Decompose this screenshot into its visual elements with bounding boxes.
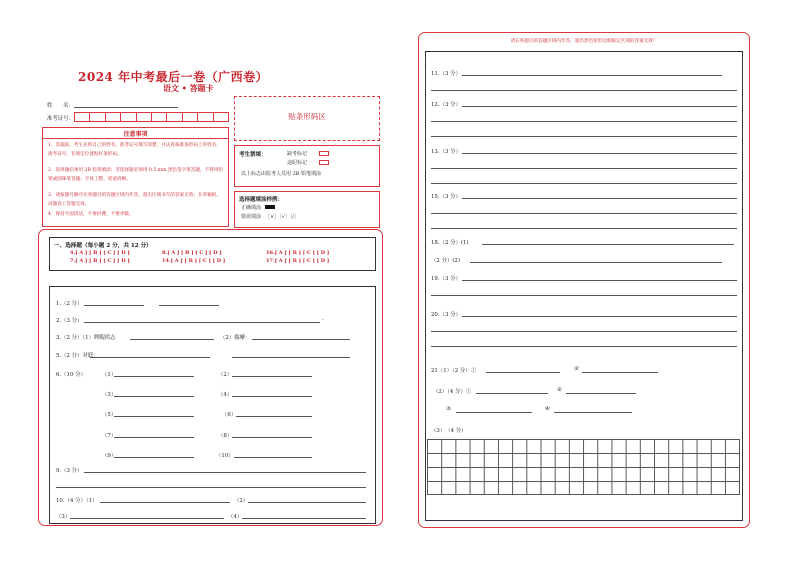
q3b-answer-line[interactable] bbox=[252, 339, 350, 340]
composition-grid[interactable] bbox=[427, 439, 740, 495]
q19-answer-line[interactable] bbox=[431, 295, 737, 296]
q10-answer-line[interactable] bbox=[100, 502, 230, 503]
q21-answer-line[interactable] bbox=[554, 412, 632, 413]
q1-answer-line[interactable] bbox=[159, 305, 219, 306]
q5-answer-line[interactable] bbox=[90, 357, 210, 358]
q21-1b-label: ② bbox=[574, 366, 579, 372]
q6-answer-line[interactable] bbox=[114, 437, 194, 438]
sheet-subtitle: 语文 • 答题卡 bbox=[163, 83, 214, 93]
q21-label: 21（1）（2 分）① bbox=[431, 368, 477, 374]
q2-end: . bbox=[322, 316, 324, 322]
wrong-label: 错误填涂 bbox=[241, 214, 262, 220]
q6-answer-line[interactable] bbox=[232, 437, 312, 438]
q10-answer-line[interactable] bbox=[70, 518, 224, 519]
id-grid[interactable] bbox=[74, 112, 229, 122]
q3b-label: （2）揣摩： bbox=[220, 335, 251, 341]
q19-label: 19.（3 分） bbox=[431, 276, 461, 282]
q20-answer-line[interactable] bbox=[431, 331, 737, 332]
wrong-marks: ［×］［√］［/］ bbox=[265, 214, 300, 220]
note-4: 4．保持卡面清洁，不要折叠、不要弄破。 bbox=[48, 212, 134, 217]
q10-4-label: （4） bbox=[228, 514, 243, 520]
q13-answer-line[interactable] bbox=[431, 183, 737, 184]
q21-answer-line[interactable] bbox=[476, 393, 548, 394]
name-field[interactable] bbox=[74, 107, 178, 108]
q6-answer-line[interactable] bbox=[114, 416, 194, 417]
q13-answer-line[interactable] bbox=[431, 168, 737, 169]
q20-answer-line[interactable] bbox=[431, 346, 737, 347]
q19-answer-line[interactable] bbox=[462, 280, 737, 281]
q21-4-label: ④ bbox=[545, 406, 550, 412]
q3-answer-line[interactable] bbox=[130, 339, 214, 340]
q10-3-label: （3） bbox=[56, 514, 71, 520]
q6-answer-line[interactable] bbox=[234, 457, 312, 458]
status-box bbox=[234, 145, 380, 187]
choice-item[interactable]: 4.[ A ] [ B ] [ C ] [ D ] bbox=[70, 250, 130, 256]
choice-title: 一、选择题（每小题 2 分，共 12 分） bbox=[54, 243, 152, 249]
correct-fill-mark bbox=[265, 205, 275, 209]
q6-part-label: （4） bbox=[218, 392, 233, 398]
q12-answer-line[interactable] bbox=[462, 106, 737, 107]
q10-label: 10.（4 分）（1） bbox=[56, 498, 98, 504]
q6-part-label: （8） bbox=[218, 433, 233, 439]
q6-part-label: （10） bbox=[216, 453, 234, 459]
q21-c-label: （3） （4 分） bbox=[431, 428, 467, 434]
q6-part-label: （7） bbox=[102, 433, 117, 439]
q6-answer-line[interactable] bbox=[232, 376, 312, 377]
barcode-area bbox=[234, 96, 380, 141]
sheet-title: 2024 年中考最后一卷（广西卷） bbox=[78, 70, 269, 84]
q11-answer-line[interactable] bbox=[462, 75, 722, 76]
q21-2b-label: ② bbox=[557, 387, 562, 393]
q5-label: 5.（2 分）对联： bbox=[56, 353, 99, 359]
choice-item[interactable]: 17.[ A ] [ B ] [ C ] [ D ] bbox=[266, 258, 330, 264]
answer-area-warning: 请在各题目的答题区域内作答，超出黑色矩形边框限定区域的答案无效！ bbox=[510, 39, 658, 44]
q6-part-label: （6） bbox=[222, 412, 237, 418]
choice-item[interactable]: 14.[ A ] [ B ] [ C ] [ D ] bbox=[162, 258, 226, 264]
q6-answer-line[interactable] bbox=[114, 376, 194, 377]
q13-answer-line[interactable] bbox=[462, 153, 737, 154]
correct-label: 正确填涂 bbox=[241, 205, 262, 211]
q9-answer-line[interactable] bbox=[84, 472, 366, 473]
q6-part-label: （1） bbox=[102, 372, 117, 378]
q2-label: 2.（3 分） bbox=[56, 318, 83, 324]
note-1: 1．答题前，考生先将自己的姓名、准考证号填写清楚，并认真核准条形码上的姓名、准考证号，在规定位置贴好条形码。 bbox=[48, 143, 221, 157]
name-label: 姓 名： bbox=[47, 103, 74, 109]
q9-answer-line[interactable] bbox=[56, 487, 366, 488]
q12-answer-line[interactable] bbox=[431, 136, 737, 137]
q6-answer-line[interactable] bbox=[114, 396, 194, 397]
q20-label: 20.（3 分） bbox=[431, 312, 461, 318]
q15-answer-line[interactable] bbox=[431, 228, 737, 229]
status-note: 以上标志由监考人员用 2B 铅笔填涂 bbox=[241, 171, 322, 177]
fill-sample-box bbox=[234, 191, 380, 228]
q12-answer-line[interactable] bbox=[431, 121, 737, 122]
q13-label: 13.（3 分） bbox=[431, 149, 461, 155]
id-label: 准考证号： bbox=[47, 116, 74, 122]
notes-title: 注意事项 bbox=[43, 129, 228, 139]
q6-part-label: （5） bbox=[102, 412, 117, 418]
absent-label: 缺考标记 bbox=[287, 151, 308, 157]
q20-answer-line[interactable] bbox=[462, 316, 737, 317]
q3-label: 3.（2 分）（1）睥睨鸿志 bbox=[56, 335, 116, 341]
q21-3-label: ③ bbox=[446, 406, 451, 412]
q21-answer-line[interactable] bbox=[582, 372, 658, 373]
note-3: 3．请按题号顺序在各题目的答题区域内作答，超出区域书写的答案无效；在草稿纸、试题卷上答题无效。 bbox=[48, 193, 221, 207]
q18-answer-line[interactable] bbox=[470, 262, 722, 263]
q1-label: 1.（2 分） bbox=[56, 301, 83, 307]
absent-checkbox[interactable] bbox=[319, 151, 329, 156]
q6-part-label: （2） bbox=[218, 372, 233, 378]
q10-2-label: （2） bbox=[234, 498, 249, 504]
q10-answer-line[interactable] bbox=[248, 502, 366, 503]
choice-item[interactable]: 8.[ A ] [ B ] [ C ] [ D ] bbox=[162, 250, 222, 256]
q12-label: 12.（3 分） bbox=[431, 102, 461, 108]
q11-answer-line[interactable] bbox=[431, 90, 737, 91]
q5-answer-line[interactable] bbox=[232, 357, 350, 358]
violation-checkbox[interactable] bbox=[319, 160, 329, 165]
choice-item[interactable]: 7.[ A ] [ B ] [ C ] [ D ] bbox=[70, 258, 130, 264]
q15-answer-line[interactable] bbox=[462, 198, 737, 199]
q10-answer-line[interactable] bbox=[242, 518, 366, 519]
status-title: 考生禁填： bbox=[239, 152, 267, 158]
notes-box bbox=[42, 127, 229, 227]
violation-label: 违纪标记 bbox=[287, 160, 308, 166]
q6-part-label: （9） bbox=[102, 453, 117, 459]
choice-item[interactable]: 16.[ A ] [ B ] [ C ] [ D ] bbox=[266, 250, 330, 256]
q21-answer-line[interactable] bbox=[486, 372, 560, 373]
q11-label: 11.（3 分） bbox=[431, 71, 461, 77]
q18b-label: （2 分）(2) bbox=[431, 258, 460, 264]
q18-answer-line[interactable] bbox=[482, 244, 734, 245]
q9-label: 9.（3 分） bbox=[56, 468, 83, 474]
q15-label: 15.（3 分） bbox=[431, 194, 461, 200]
note-2: 2．选择题必须用 2B 铅笔填涂；非选择题必须用 0.5 mm 黑色签字笔答题，不得用铅笔或圆珠笔答题；字体工整、笔迹清晰。 bbox=[48, 168, 223, 182]
choice-box bbox=[49, 237, 376, 271]
q15-answer-line[interactable] bbox=[431, 213, 737, 214]
barcode-label: 贴条形码区 bbox=[288, 112, 326, 121]
q6-answer-line[interactable] bbox=[236, 416, 312, 417]
q21-answer-line[interactable] bbox=[456, 412, 532, 413]
q1-answer-line[interactable] bbox=[84, 305, 144, 306]
q2-answer-line[interactable] bbox=[84, 322, 320, 323]
q6-answer-line[interactable] bbox=[232, 396, 312, 397]
fill-sample-title: 选择题填涂样例： bbox=[239, 197, 284, 203]
q6-part-label: （3） bbox=[102, 392, 117, 398]
q6-answer-line[interactable] bbox=[114, 457, 194, 458]
q6-label: 6.（10 分） bbox=[56, 372, 86, 378]
q18-label: 18.（2 分）(1) bbox=[431, 240, 469, 246]
q21-answer-line[interactable] bbox=[566, 393, 636, 394]
q21-2-label: （2）（4 分）① bbox=[433, 389, 472, 395]
